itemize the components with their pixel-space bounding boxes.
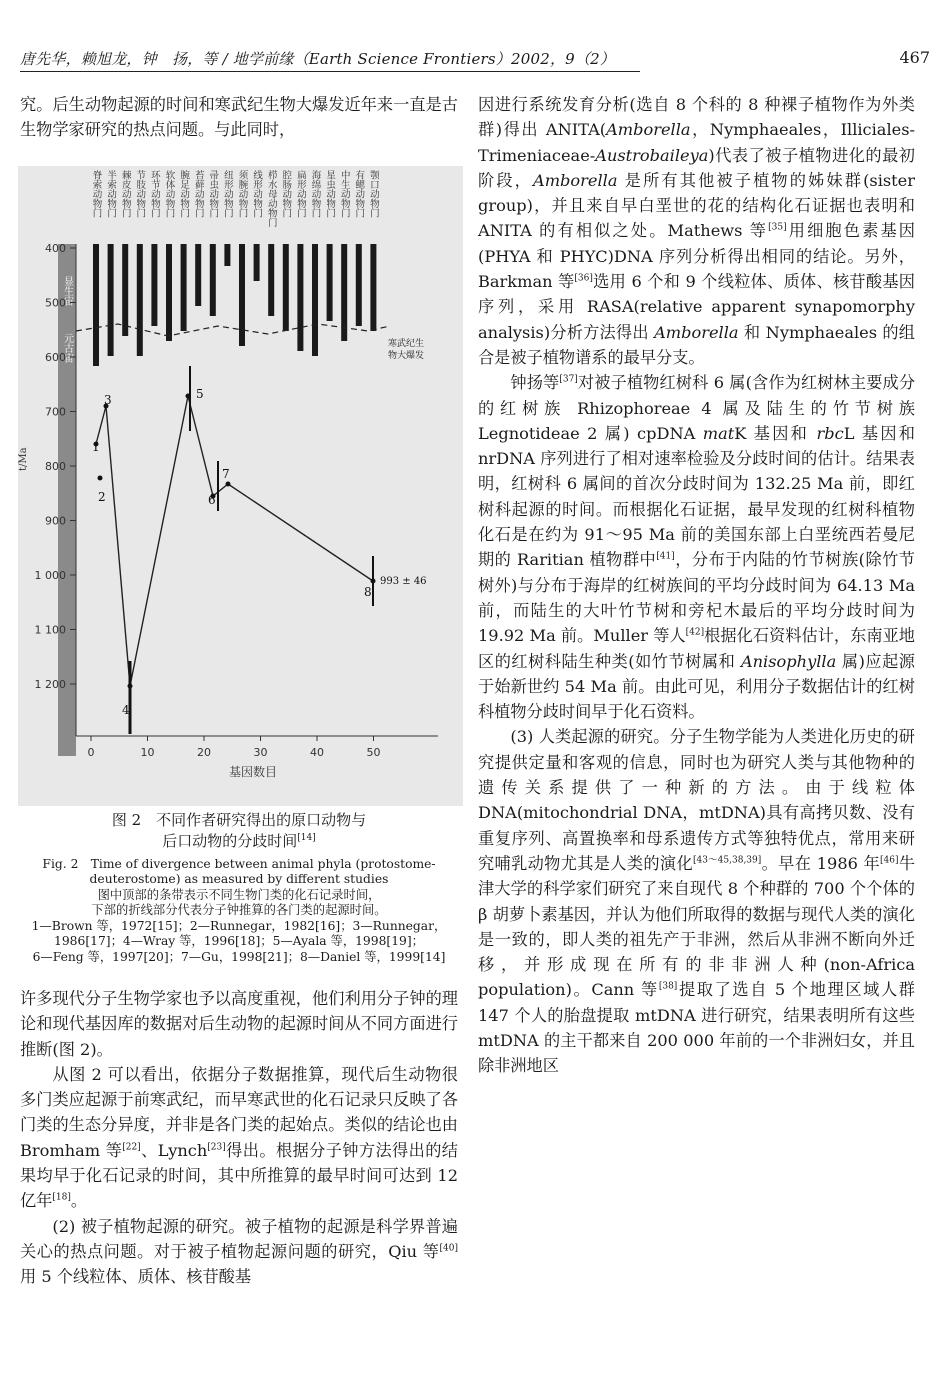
point-label: 3 [104,393,112,407]
paragraph: 钟扬等[37]对被子植物红树科 6 属(含作为红树林主要成分的红树族 Rhizophoreae 4 属及陆生的竹节树族 Legnotideae 2 属) cpDNA matK 基因和 rbcL 基因和 nrDNA 序列进行了相对速率检验及分歧时间的估计。结果表明，红树科 6 属间的首次分歧时间为 132.25 Ma 前，即红树科起源的时间。而根据化石证据，最早发现的红树科植物化石是在约为 91～95 Ma 前的美国东部上白垩统西若曼尼期的 Raritian 植物群中[41]，分布于内陆的竹节树族(除竹节树外)与分布于海岸的红树族间的平均分歧时间为 64.13 Ma 前，而陆生的大叶竹节树和旁杞木最后的平均分歧时间为 19.92 Ma 前。Muller 等人[42]根据化石资料估计，东南亚地区的红树科陆生种类(如竹节树属和 Anisophylla 属)应起源于始新世约 54 Ma 前。由此可见，利用分子数据估计的红树科植物分歧时间早于化石资料。 [478,373,916,722]
phylum-bar [122,244,128,336]
cambrian-label-1: 寒武纪生 [388,339,425,349]
y-axis-label: t/Ma [18,447,29,471]
running-title: 唐先华，赖旭龙，钟 扬，等 / 地学前缘（Earth Science Frontiers）2002，9（2） [20,50,616,68]
phylum-label: 腔肠动物门 [280,170,292,218]
phylum-label: 软体动物门 [163,170,175,218]
phylum-label: 线形动物门 [251,170,263,218]
phylum-bar [312,244,318,356]
point-label: 2 [98,490,106,504]
caption-en-line-1: Fig. 2 Time of divergence between animal phyla (protostome- [42,857,436,871]
x-tick-label: 10 [140,746,155,759]
phylum-label: 苔藓动物门 [192,170,204,218]
paragraph: 因进行系统发育分析(选自 8 个科的 8 种裸子植物作为外类群)得出 ANITA(Amborella，Nymphaeales，Illiciales-Trimeniaceae-Austrobaileya)代表了被子植物进化的最初阶段，Amborella 是所有其他被子植物的姊妹群(sister group)，并且来自早白垩世的花的结构化石证据也表明和 ANITA 的有相似之处。Mathews 等[35]用细胞色素基因(PHYA 和 PHYC)DNA 序列分析得出相同的结论。另外，Barkman 等[36]选用 6 个和 9 个线粒体、质体、核苷酸基因序列，采用 RASA(relative apparent synapomorphy analysis)分析方法得出 Amborella 和 Nymphaeales 的组合是被子植物谱系的最早分支。 [478,95,916,367]
point-label: 1 [92,440,100,454]
estimate-polyline [96,396,373,686]
caption-cn-text: 后口动物的分歧时间 [162,832,298,850]
band-upper-label: 显生宙 [61,276,73,306]
phylum-label: 环节动物门 [148,170,160,218]
phylum-bar [356,244,362,326]
right-column [478,92,915,1079]
phylum-bar [108,244,114,356]
caption-refs-2: 1986[17]；4—Wray 等，1996[18]；5—Ayala 等，1998[19]； [54,934,424,948]
paragraph: (2) 被子植物起源的研究。被子植物的起源是科学界普遍关心的热点问题。对于被子植物起源问题的研究，Qiu 等[40]用 5 个线粒体、质体、核苷酸基 [20,1216,458,1287]
y-tick-label: 700 [45,405,66,419]
paragraph: 许多现代分子生物学家也予以高度重视，他们利用分子钟的理论和现代基因库的数据对后生动物的起源时间从不同方面进行推断(图 2)。 [20,989,458,1059]
phylum-label: 腕足动物门 [178,170,190,218]
phylum-bar [341,244,347,341]
x-tick-label: 50 [366,746,381,759]
y-tick-label: 1 200 [34,678,66,691]
phylum-label: 纽形动物门 [221,170,233,218]
caption-en-line-2: deuterostome) as measured by different studies [89,872,389,886]
phylum-bar [283,244,289,331]
phylum-bar [93,244,99,366]
phylum-label: 颚口动物门 [367,170,379,218]
left-column-bottom [20,986,458,1290]
page-number: 467 [899,48,930,67]
phylum-bar [195,244,201,306]
x-axis-label: 基因数目 [228,765,278,779]
point-label: 6 [208,493,216,507]
phylum-bar [254,244,260,281]
figure-caption [20,810,458,965]
y-tick-label: 400 [45,242,66,255]
phylum-bar [210,244,216,316]
phylum-bar [370,244,376,331]
phylum-bar [224,244,230,266]
data-point [128,684,133,689]
phylum-label: 栉水母动物门 [265,170,277,227]
phylum-label: 星虫动物门 [324,170,336,218]
divergence-chart [18,166,463,806]
figure-2 [18,166,463,806]
point-label: 8 [364,585,372,599]
phylum-bar [297,244,303,351]
phylum-bar [151,244,157,326]
phylum-label: 脊索动物门 [90,170,102,218]
point-label: 7 [222,467,230,481]
phylum-label: 海绵动物门 [309,170,321,218]
paragraph: 究。后生动物起源的时间和寒武纪生物大爆发近年来一直是古生物学家研究的热点问题。与此同时， [20,95,458,140]
y-tick-label: 900 [45,514,66,528]
proterozoic-band [58,336,76,756]
page-header [20,40,930,70]
phylum-bar [166,244,172,341]
paragraph: 从图 2 可以看出，依据分子数据推算，现代后生动物很多门类应起源于前寒武纪，而早寒武世的化石记录只反映了各门类的生态分异度，并非是各门类的起始点。类似的结论也由 Bromham 等[22]、Lynch[23]得出。根据分子钟方法得出的结果均早于化石记录的时间，其中所推算的最早时间可达到 12 亿年[18]。 [20,1064,458,1211]
data-point [371,579,376,584]
caption-note-2: 下部的折线部分代表分子钟推算的各门类的起源时间。 [91,903,387,917]
phylum-label: 扁形动物门 [294,170,306,218]
header-rule [20,71,640,72]
data-point [186,394,191,399]
phylum-label: 有鳃动物门 [353,170,365,218]
y-tick-label: 800 [45,460,66,473]
phylum-label: 须腕动物门 [236,170,248,218]
y-tick-label: 1 000 [34,569,66,582]
data-point [226,482,231,487]
caption-cn-line-1: 图 2 不同作者研究得出的原口动物与 [111,811,367,829]
data-point [98,476,103,481]
y-tick-label: 600 [45,351,66,364]
phylum-bar [181,244,187,331]
x-tick-label: 20 [197,746,211,759]
band-lower-label: 元古宙 [61,333,73,363]
phylum-bar [327,244,333,321]
phylum-label: 半索动物门 [105,170,117,218]
caption-cn-line-2 [20,831,458,852]
x-tick-label: 0 [87,746,95,759]
annotation-993: 993 ± 46 [380,576,427,587]
caption-refs-3: 6—Feng 等，1997[20]；7—Gu，1998[21]；8—Daniel 等，1999[14] [32,949,446,964]
x-tick-label: 40 [310,746,324,759]
paragraph: (3) 人类起源的研究。分子生物学能为人类进化历史的研究提供定量和客观的信息，同时也为研究人类与其他物种的遗传关系提供了一种新的方法。由于线粒体 DNA(mitochondrial DNA，mtDNA)具有高拷贝数、没有重复序列、高置换率和母系遗传方式等独特优点，常用来研究哺乳动物尤其是人类的演化[43～45,38,39]。早在 1986 年[46]牛津大学的科学家们研究了来自现代 8 个种群的 700 个个体的 β 胡萝卜素基因，并认为他们所取得的数据与现代人类的演化是一致的，即人类的祖先产于非洲，然后从非洲不断向外迁移，并形成现在所有的非非洲人种(non-Africa population)。Cann 等[38]提取了选自 5 个地理区域人群 147 个人的胎盘提取 mtDNA 进行研究，结果表明所有这些 mtDNA 的主干都来自 200 000 年前的一个非洲妇女，并且除非洲地区 [478,727,916,1076]
phylum-label: 帚虫动物门 [207,170,219,218]
x-tick-label: 30 [253,746,268,759]
cambrian-label-2: 物大爆发 [388,351,425,361]
caption-cn-ref: [14] [297,833,316,843]
caption-refs-1: 1—Brown 等，1972[15]；2—Runnegar，1982[16]；3—Runnegar， [31,918,447,933]
caption-note-1: 图中顶部的条带表示不同生物门类的化石记录时间， [97,887,381,902]
phylum-label: 棘皮动物门 [119,170,131,218]
phylum-bar [137,244,143,356]
y-tick-label: 1 100 [34,623,66,637]
left-column-top [20,92,458,143]
phylum-label: 节肢动物门 [134,170,146,218]
point-label: 5 [196,387,204,401]
y-tick-label: 500 [45,296,66,310]
phylum-label: 中生动物门 [338,170,350,218]
phylum-bar [268,244,274,316]
point-label: 4 [122,703,130,717]
